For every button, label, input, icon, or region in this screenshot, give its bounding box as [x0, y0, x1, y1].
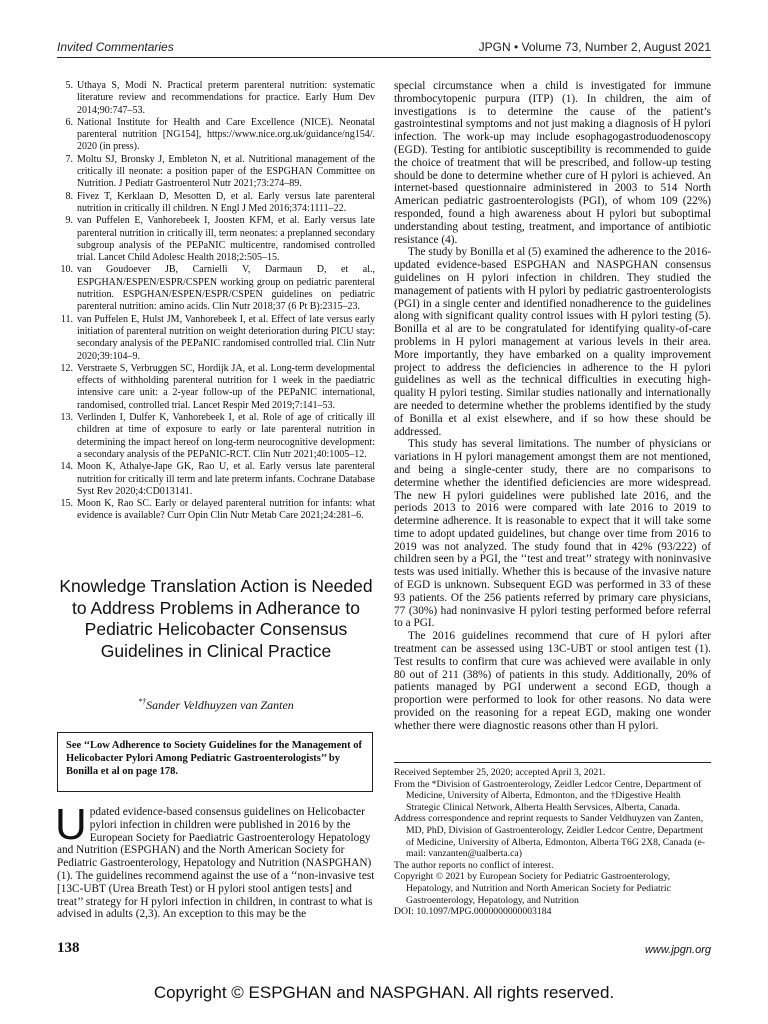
reference-text: Verlinden I, Dulfer K, Vanhorebeek I, et al. Role of age of critically ill children at time of exposure to early or late parenteral nutrition in determining the impact hereof on long-term neurocognitive development: a secondary analysis of the PEPaNIC-RCT. Clin Nutr 2021;40:1005–12.	[77, 412, 375, 460]
author-affiliation-marks: *†	[138, 697, 147, 706]
reference-item	[57, 80, 375, 117]
journal-website-link[interactable]: www.jpgn.org	[644, 944, 711, 956]
reference-item	[57, 314, 375, 363]
reference-text: Moon K, Rao SC. Early or delayed parenteral nutrition for infants: what evidence is available? Curr Opin Clin Nutr Metab Care 2021;24:281–6.	[77, 498, 375, 522]
doi-note: DOI: 10.1097/MPG.0000000000003184	[394, 906, 552, 918]
author-name: Sander Veldhuyzen van Zanten	[146, 698, 294, 712]
running-header-section: Invited Commentaries	[57, 40, 174, 54]
reference-number: 12.	[60, 362, 73, 374]
affiliation-note: From the *Division of Gastroenterology, Zeidler Ledcor Centre, Department of Medicine, University of Alberta, Edmonton, and the †Digestive Health Strategic Clinical Network, Alberta Health Servsices, Alberta, Canada.	[394, 778, 702, 813]
reference-list	[57, 80, 375, 523]
body-paragraph-1: special circumstance when a child is investigated for immune thrombocytopenic purpura (ITP) (1). In children, the aim of investigations is to determine the cause of the patient’s gastrointestinal symptoms and not just making a diagnosis of H pylori infection. The work-up may include esophagogastroduodenoscopy (EGD). Testing for antibiotic susceptibility is recommended to guide the choice of treatment that will be prescribed, and follow-up testing should be done to determine whether cure of H pylori is achieved. An internet-based questionnaire administered in 2003 to 514 North American pediatric gastroenterologists (PGI), of whom 109 (22%) responded, found a high awareness about H pylori but suboptimal understanding about testing, treatment, and importance of antibiotic resistance (4).	[394, 80, 711, 246]
reference-item	[57, 264, 375, 313]
article-title: Knowledge Translation Action is Needed to Address Problems in Adherance to Pediatric Helicobacter Consensus Guidelines in Clinical Practice	[59, 576, 373, 661]
reference-text: Uthaya S, Modi N. Practical preterm parenteral nutrition: systematic literature review and recommendations for practice. Early Hum Dev 2014;90:747–53.	[77, 80, 375, 116]
reference-number: 9.	[65, 215, 73, 227]
received-note: Received September 25, 2020; accepted April 3, 2021.	[394, 767, 606, 778]
reference-number: 15.	[60, 498, 73, 510]
header-rule	[57, 57, 711, 58]
intro-paragraph	[55, 800, 375, 921]
author-line	[57, 697, 375, 713]
reference-number: 6.	[65, 116, 73, 128]
reference-text: Verstraete S, Verbruggen SC, Hordijk JA, et al. Long-term developmental effects of withholding parenteral nutrition for 1 week in the paediatric intensive care unit: a 2-year follow-up of the PEPaNIC international, randomised, controlled trial. Lancet Respir Med 2019;7:141–53.	[77, 362, 375, 411]
copyright-banner: Copyright © ESPGHAN and NASPGHAN. All rights reserved.	[153, 983, 615, 1002]
reference-number: 13.	[60, 412, 73, 424]
body-paragraph-2: The study by Bonilla et al (5) examined the adherence to the 2016-updated evidence-based ESPGHAN and NASPGHAN consensus guidelines on H pylori infection in children. They studied the management of patients with H pylori by pediatric gastroenterologists (PGI) in a single center and identified nonadherence to the guidelines along with significant quality control issues with H pylori testing (5). Bonilla et al are to be congratulated for identifying quality-of-care problems in H pylori management at various levels in their area. More importantly, they have embarked on a quality improvement project to address the deficiencies in adherence to the H pylori guidelines as well as the technical difficulties in executing high-quality H pylori testing. Similar studies nationally and internationally are needed to determine whether the problems identified by the study of Bonilla et al exist elsewhere, and if so how these should be addressed.	[394, 246, 711, 438]
body-paragraph-3: This study has several limitations. The number of physicians or variations in H pylori management amongst them are not mentioned, and being a single-center study, there are no comparisons to determine whether the identified deficiencies are more widespread. The new H pylori guidelines were published late 2016, and the periods 2013 to 2016 were compared with late 2016 to 2019 to determine adherence. It is reasonable to expect that it will take some time to adopt updated guidelines, but change over time from 2016 to 2019 was not analyzed. The study found that in 42% (93/222) of children seen by a PGI, the ‘‘test and treat’’ strategy with noninvasive tests was used initially. Whether this is because of the invasive nature of EGD is unknown. Subsequent EGD was performed in 33 of these 93 patients. Of the 256 patients referred by primary care physicians, 77 (30%) had noninvasive H pylori testing performed before referral to a PGI.	[394, 438, 711, 630]
reference-text: Moon K, Athalye-Jape GK, Rao U, et al. Early versus late parenteral nutrition for critically ill term and late preterm infants. Cochrane Database Syst Rev 2020;4:CD013141.	[77, 461, 375, 497]
reference-number: 5.	[65, 80, 73, 91]
running-header-journal: JPGN • Volume 73, Number 2, August 2021	[478, 40, 711, 54]
reference-item	[57, 461, 375, 498]
body-column-right	[394, 80, 711, 733]
drop-cap: U	[55, 800, 87, 849]
reference-text: van Puffelen E, Hulst JM, Vanhorebeek I, et al. Effect of late versus early initiation of parenteral nutrition on weight deterioration during PICU stay: secondary analysis of the PEPaNIC randomised controlled trial. Clin Nutr 2020;39:104–9.	[77, 313, 375, 362]
reference-item	[57, 117, 375, 154]
body-paragraph-4: The 2016 guidelines recommend that cure of H pylori after treatment can be assessed using 13C-UBT or stool antigen test (1). Test results to confirm that cure was achieved were available in only 80 out of 211 (38%) of patients in this study. Additionally, 20% of patients managed by PGI underwent a second EGD, though a proportion were performed to look for other reasons. No data were provided on the reasoning for a repeat EGD, making one wonder whether there were diagnostic reasons other than H pylori.	[394, 630, 711, 732]
copyright-note: Copyright © 2021 by European Society for Pediatric Gastroenterology, Hepatology, and Nutrition and North American Society for Pediatric Gastroenterology, Hepatology, and Nutrition	[394, 871, 671, 906]
reference-text: van Puffelen E, Vanhorebeek I, Joosten KFM, et al. Early versus late parenteral nutrition in critically ill, term neonates: a preplanned secondary subgroup analysis of the PEPaNIC multicentre, randomised controlled trial. Lancet Child Adolesc Health 2018;2:505–15.	[77, 215, 375, 264]
reference-number: 11.	[60, 313, 73, 325]
reference-item	[57, 191, 375, 216]
reference-column	[57, 80, 375, 523]
correspondence-note: Address correspondence and reprint requests to Sander Veldhuyzen van Zanten, MD, PhD, Division of Gastroenterology, Zeidler Ledcor Centre, Department of Medicine, University of Alberta, Edmonton, Alberta T6G 2X8, Canada (e-mail: vanzanten@ualberta.ca)	[394, 813, 705, 860]
reference-text: van Goudoever JB, Carnielli V, Darmaun D, et al., ESPGHAN/ESPEN/ESPR/CSPEN working group on pediatric parenteral nutrition. ESPGHAN/ESPEN/ESPR/CSPEN guidelines on pediatric parenteral nutrition: amino acids. Clin Nutr 2018;37 (6 Pt B):2315–23.	[77, 264, 375, 313]
reference-number: 14.	[60, 461, 73, 473]
reference-item	[57, 363, 375, 412]
reference-text: Fivez T, Kerklaan D, Mesotten D, et al. Early versus late parenteral nutrition in critically ill children. N Engl J Med 2016;374:1111–22.	[77, 190, 375, 214]
reference-item	[57, 215, 375, 264]
reference-number: 8.	[65, 190, 73, 202]
reference-item	[57, 498, 375, 523]
reference-item	[57, 154, 375, 191]
conflict-note: The author reports no conflict of interest.	[394, 859, 554, 871]
reference-item	[57, 412, 375, 461]
reference-text: National Institute for Health and Care Excellence (NICE). Neonatal parenteral nutrition [NG154], https://www.nice.org.uk/guidance/ng154/. 2020 (in press).	[77, 116, 375, 153]
page-number: 138	[57, 940, 80, 956]
see-also-box: See ‘‘Low Adherence to Society Guidelines for the Management of Helicobacter Pylori Among Pediatric Gastroenterologists’’ by Bonilla et al on page 178.	[57, 732, 373, 792]
reference-text: Moltu SJ, Bronsky J, Embleton N, et al. Nutritional management of the critically ill neonate: a position paper of the ESPGHAN Committee on Nutrition. J Pediatr Gastroenterol Nutr 2021;73:274–89.	[77, 153, 375, 190]
article-notes	[394, 762, 711, 918]
intro-text: pdated evidence-based consensus guidelines on Helicobacter pylori infection in children were published in 2016 by the European Society for Paediatric Gastroenterology Hepatology and Nutrition (ESPGHAN) and the North American Society for Pediatric Gastroenterology, Hepatology and Nutrition (NASPGHAN) (1). The guidelines recommend against the use of a ‘‘non-invasive test [13C-UBT (Urea Breath Test) or H pylori stool antigen tests] and treat’’ strategy for H pylori infection in children, in contrast to what is advised in adults (2,3). An exception to this may be the	[57, 806, 375, 921]
reference-number: 10.	[60, 264, 73, 276]
reference-number: 7.	[65, 153, 73, 165]
